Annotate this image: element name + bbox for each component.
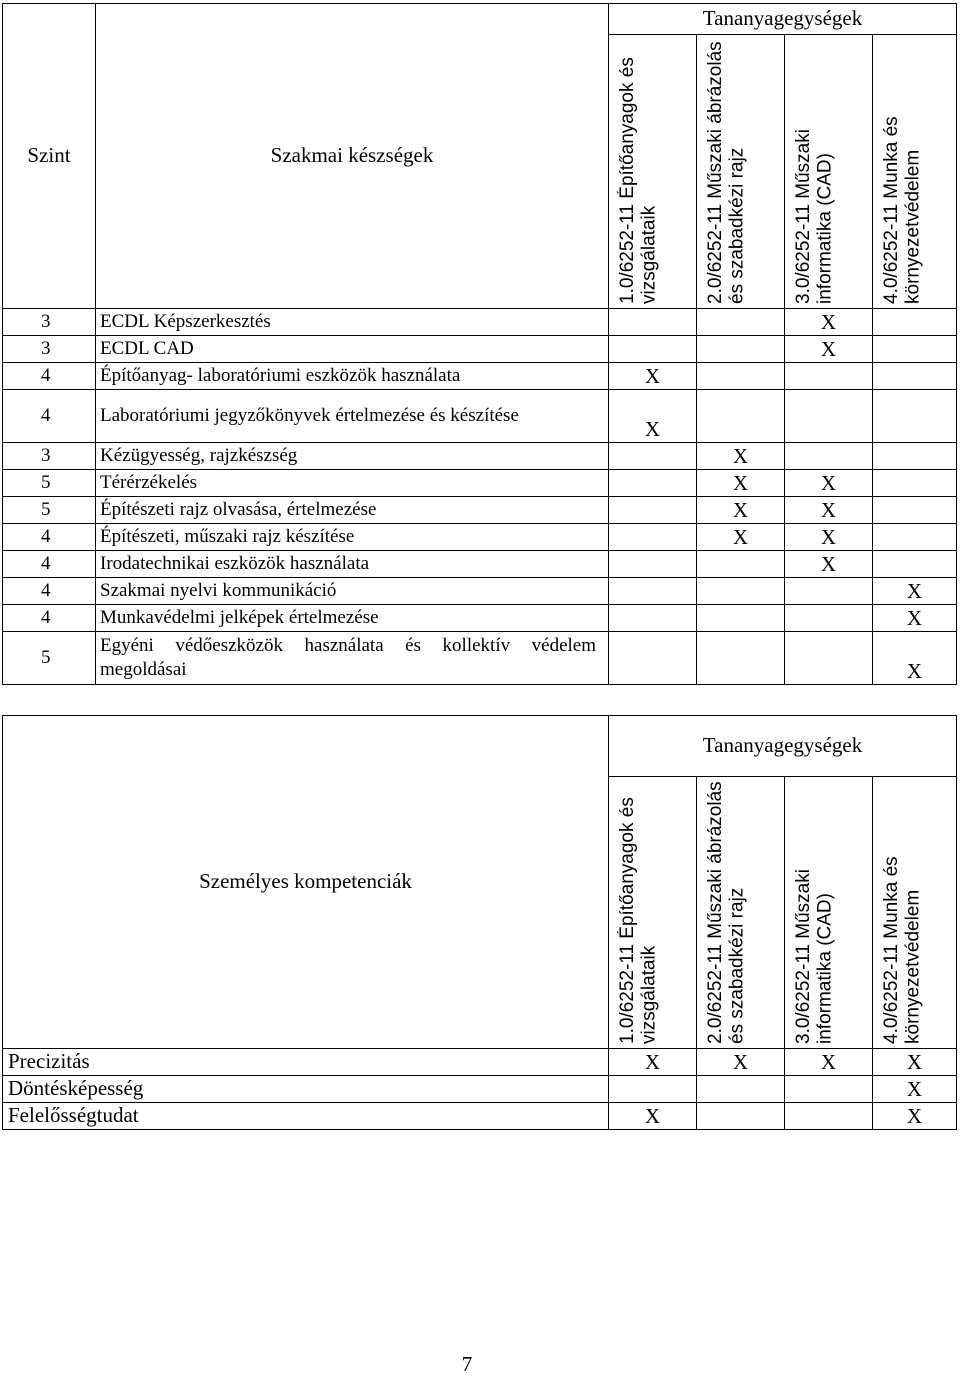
mark-cell: X — [873, 1103, 957, 1130]
skill-cell: Építészeti, műszaki rajz készítése — [96, 524, 609, 551]
level-cell: 4 — [3, 578, 96, 605]
skill-cell: ECDL Képszerkesztés — [96, 309, 609, 336]
module-group-header: Tananyagegységek — [609, 716, 957, 777]
mark-cell — [785, 605, 873, 632]
mark-cell — [873, 309, 957, 336]
skill-cell: Szakmai nyelvi kommunikáció — [96, 578, 609, 605]
mark-cell — [609, 605, 697, 632]
mark-cell: X — [697, 497, 785, 524]
mark-cell: X — [609, 390, 697, 443]
mark-cell — [785, 443, 873, 470]
mark-cell — [697, 1103, 785, 1130]
module-column-header: 2.0/6252-11 Műszaki ábrázolás és szabadkézi rajz — [697, 35, 785, 309]
table-row — [3, 497, 957, 524]
mark-cell — [785, 1103, 873, 1130]
level-cell: 3 — [3, 309, 96, 336]
level-cell: 4 — [3, 605, 96, 632]
mark-cell — [697, 578, 785, 605]
table-row — [3, 551, 957, 578]
personal-competencies-table — [2, 715, 957, 1130]
mark-cell: X — [785, 336, 873, 363]
mark-cell: X — [785, 309, 873, 336]
mark-cell — [609, 443, 697, 470]
table-row — [3, 363, 957, 390]
competence-cell: Precizitás — [3, 1049, 609, 1076]
mark-cell: X — [609, 1049, 697, 1076]
skill-cell: Munkavédelmi jelképek értelmezése — [96, 605, 609, 632]
competence-cell: Döntésképesség — [3, 1076, 609, 1103]
mark-cell — [873, 497, 957, 524]
mark-cell — [697, 309, 785, 336]
mark-cell — [873, 336, 957, 363]
mark-cell — [785, 363, 873, 390]
table-row — [3, 336, 957, 363]
table-row — [3, 578, 957, 605]
skills-header: Szakmai készségek — [96, 4, 609, 309]
table-row — [3, 1076, 957, 1103]
competence-cell: Felelősségtudat — [3, 1103, 609, 1130]
mark-cell — [697, 1076, 785, 1103]
mark-cell — [873, 363, 957, 390]
mark-cell: X — [785, 1049, 873, 1076]
level-cell: 4 — [3, 524, 96, 551]
mark-cell — [609, 470, 697, 497]
mark-cell — [609, 578, 697, 605]
table-row — [3, 309, 957, 336]
level-cell: 4 — [3, 363, 96, 390]
mark-cell: X — [697, 470, 785, 497]
module-column-header: 4.0/6252-11 Munka és környezetvédelem — [873, 35, 957, 309]
mark-cell: X — [785, 551, 873, 578]
mark-cell: X — [873, 1076, 957, 1103]
mark-cell — [609, 524, 697, 551]
table-row — [3, 524, 957, 551]
mark-cell — [873, 470, 957, 497]
module-group-header: Tananyagegységek — [609, 4, 957, 35]
level-header: Szint — [3, 4, 96, 309]
module-column-header: 1.0/6252-11 Építőanyagok és vizsgálataik — [609, 35, 697, 309]
level-cell: 4 — [3, 390, 96, 443]
mark-cell — [609, 1076, 697, 1103]
page-number: 7 — [461, 1352, 473, 1376]
module-column-header: 3.0/6252-11 Műszaki informatika (CAD) — [785, 35, 873, 309]
skill-cell: Laboratóriumi jegyzőkönyvek értelmezése és készítése — [96, 390, 609, 443]
table-row — [3, 390, 957, 443]
table-row — [3, 605, 957, 632]
table-row — [3, 470, 957, 497]
mark-cell — [697, 363, 785, 390]
mark-cell — [873, 524, 957, 551]
level-cell: 3 — [3, 336, 96, 363]
level-cell: 5 — [3, 470, 96, 497]
mark-cell — [697, 632, 785, 685]
mark-cell: X — [873, 605, 957, 632]
level-cell: 5 — [3, 632, 96, 685]
skill-cell: Irodatechnikai eszközök használata — [96, 551, 609, 578]
mark-cell: X — [609, 1103, 697, 1130]
mark-cell: X — [785, 470, 873, 497]
mark-cell: X — [697, 1049, 785, 1076]
mark-cell — [785, 578, 873, 605]
skill-cell: Térérzékelés — [96, 470, 609, 497]
mark-cell: X — [873, 632, 957, 685]
mark-cell — [609, 497, 697, 524]
skill-cell: Építészeti rajz olvasása, értelmezése — [96, 497, 609, 524]
mark-cell: X — [873, 578, 957, 605]
mark-cell: X — [873, 1049, 957, 1076]
table-row — [3, 443, 957, 470]
mark-cell — [785, 1076, 873, 1103]
skill-cell: Kézügyesség, rajzkészség — [96, 443, 609, 470]
mark-cell: X — [785, 524, 873, 551]
table-row — [3, 632, 957, 685]
mark-cell — [609, 551, 697, 578]
module-column-header: 3.0/6252-11 Műszaki informatika (CAD) — [785, 777, 873, 1049]
skill-cell: Egyéni védőeszközök használata és kollektív védelem megoldásai — [96, 632, 609, 685]
mark-cell — [697, 551, 785, 578]
skill-cell: ECDL CAD — [96, 336, 609, 363]
level-cell: 4 — [3, 551, 96, 578]
level-cell: 5 — [3, 497, 96, 524]
skill-cell: Építőanyag- laboratóriumi eszközök használata — [96, 363, 609, 390]
table-row — [3, 1103, 957, 1130]
module-column-header: 4.0/6252-11 Munka és környezetvédelem — [873, 777, 957, 1049]
mark-cell — [609, 632, 697, 685]
mark-cell: X — [697, 524, 785, 551]
mark-cell — [873, 390, 957, 443]
mark-cell: X — [785, 497, 873, 524]
mark-cell — [873, 443, 957, 470]
module-column-header: 1.0/6252-11 Építőanyagok és vizsgálataik — [609, 777, 697, 1049]
mark-cell — [785, 390, 873, 443]
professional-skills-table — [2, 3, 957, 685]
mark-cell: X — [697, 443, 785, 470]
mark-cell — [609, 336, 697, 363]
mark-cell — [785, 632, 873, 685]
table-row — [3, 1049, 957, 1076]
competence-header: Személyes kompetenciák — [3, 716, 609, 1049]
mark-cell — [873, 551, 957, 578]
mark-cell — [697, 336, 785, 363]
level-cell: 3 — [3, 443, 96, 470]
mark-cell: X — [609, 363, 697, 390]
mark-cell — [697, 605, 785, 632]
mark-cell — [609, 309, 697, 336]
module-column-header: 2.0/6252-11 Műszaki ábrázolás és szabadkézi rajz — [697, 777, 785, 1049]
mark-cell — [697, 390, 785, 443]
